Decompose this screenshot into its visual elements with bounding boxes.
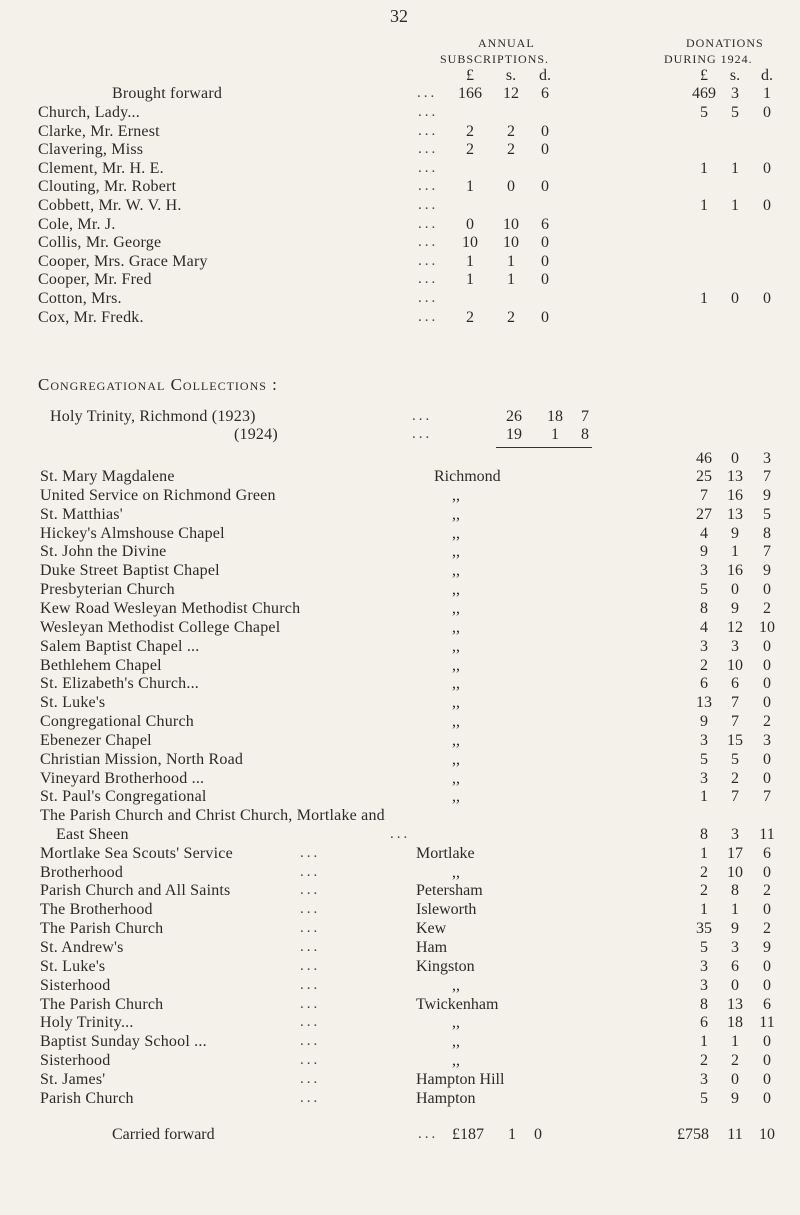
subscriber-name: Clavering, Miss (38, 141, 144, 159)
leader-dots: ... (300, 995, 321, 1012)
subscriber-b-pounds: 1 (700, 197, 708, 214)
collection-place: ,, (452, 769, 460, 787)
leader-dots: ... (417, 85, 438, 101)
collection-place: Twickenham (416, 995, 499, 1013)
collection-amount-shillings: 18 (727, 1014, 743, 1032)
header-donations: DONATIONS (686, 36, 764, 50)
parish-mortlake-line2: East Sheen (56, 825, 129, 843)
parish-mortlake-line1: The Parish Church and Christ Church, Mortlake and (40, 807, 385, 825)
cf-a-pounds: £187 (452, 1126, 484, 1143)
collection-amount-shillings: 2 (731, 769, 739, 787)
units-b-shillings: s. (729, 67, 741, 84)
subscriber-a-pence: 6 (541, 215, 549, 233)
collection-name: Sisterhood (40, 1052, 111, 1070)
units-b-pence: d. (761, 67, 773, 84)
subscriber-a-shillings: 10 (503, 215, 519, 233)
collection-place: ,, (452, 543, 460, 561)
brought-forward-label: Brought forward (112, 85, 223, 102)
collection-amount-shillings: 6 (731, 957, 739, 975)
leader-dots: ... (418, 104, 439, 120)
collection-amount-pounds: 27 (696, 505, 712, 523)
subscriber-b-pence: 0 (763, 290, 771, 307)
collection-place: ,, (452, 713, 460, 731)
collection-amount-pence: 9 (763, 938, 771, 956)
subscriber-a-shillings: 10 (503, 234, 519, 252)
collection-amount-shillings: 10 (727, 863, 743, 881)
collection-name: St. Luke's (40, 957, 106, 975)
collection-amount-pounds: 1 (700, 788, 708, 806)
leader-dots: ... (300, 1070, 321, 1087)
collection-place: ,, (452, 656, 460, 674)
cf-a-pence: 0 (534, 1126, 542, 1143)
subscriber-name: Clarke, Mr. Ernest (38, 122, 160, 140)
collection-place: ,, (452, 976, 460, 994)
collection-place: ,, (452, 1052, 460, 1070)
collection-name: United Service on Richmond Green (40, 486, 276, 504)
bf-b-pounds: 469 (692, 85, 716, 102)
collection-amount-shillings: 9 (731, 920, 739, 938)
collection-amount-pounds: 3 (700, 957, 708, 975)
subscriber-b-shillings: 1 (731, 197, 739, 214)
collection-amount-shillings: 9 (731, 524, 739, 542)
collection-amount-shillings: 2 (731, 1052, 739, 1070)
collection-name: Presbyterian Church (40, 581, 175, 599)
leader-dots: ... (300, 1089, 321, 1106)
subscriber-a-shillings: 0 (507, 178, 515, 196)
leader-dots: ... (418, 122, 439, 139)
subscriber-name: Cooper, Mrs. Grace Mary (38, 252, 208, 270)
collection-amount-shillings: 3 (731, 938, 739, 956)
leader-dots: ... (300, 844, 321, 861)
subscriber-a-pounds: 1 (466, 178, 474, 196)
subscriber-name: Cooper, Mr. Fred (38, 271, 152, 289)
header-annual: ANNUAL (478, 36, 535, 50)
ht-total-shillings: 0 (731, 450, 739, 467)
collection-amount-shillings: 0 (731, 976, 739, 994)
collection-amount-pence: 7 (763, 788, 771, 806)
subscriber-b-shillings: 0 (731, 290, 739, 307)
collection-amount-pence: 0 (763, 1089, 771, 1107)
leader-dots: ... (300, 938, 321, 955)
bf-a-shillings: 12 (503, 85, 519, 102)
collection-place: Petersham (416, 882, 483, 900)
collection-amount-shillings: 3 (731, 637, 739, 655)
parish-mortlake-amount-pounds: 8 (700, 825, 708, 843)
collection-name: Holy Trinity... (40, 1014, 134, 1032)
collection-amount-shillings: 13 (727, 468, 743, 485)
leader-dots: ... (418, 271, 439, 288)
collection-place: ,, (452, 1014, 460, 1032)
subscriber-a-shillings: 1 (507, 252, 515, 270)
subscriber-b-pence: 0 (763, 197, 771, 214)
collection-name: St. Paul's Congregational (40, 788, 207, 806)
collection-amount-shillings: 1 (731, 1033, 739, 1051)
collection-amount-pence: 0 (763, 1070, 771, 1088)
collection-name: Christian Mission, North Road (40, 750, 244, 768)
ht-1923-shillings: 18 (547, 408, 563, 425)
collection-place: ,, (452, 618, 460, 636)
collection-place: ,, (452, 581, 460, 599)
collection-amount-pence: 0 (763, 637, 771, 655)
collection-place: ,, (452, 562, 460, 580)
subscriber-a-pounds: 0 (466, 215, 474, 233)
leader-dots: ... (418, 141, 439, 158)
cf-b-shillings: 11 (727, 1126, 743, 1143)
collection-place: ,, (452, 486, 460, 504)
leader-dots: ... (300, 1014, 321, 1031)
collection-amount-pounds: 5 (700, 938, 708, 956)
collection-place: Hampton (416, 1089, 476, 1107)
subscriber-b-shillings: 1 (731, 159, 739, 177)
collection-amount-pence: 6 (763, 995, 771, 1013)
collection-amount-pence: 8 (763, 524, 771, 542)
units-a-pence: d. (539, 67, 551, 84)
subscriber-name: Collis, Mr. George (38, 234, 162, 252)
collection-amount-pounds: 3 (700, 769, 708, 787)
collection-amount-pounds: 25 (696, 468, 712, 485)
subscriber-a-shillings: 1 (507, 271, 515, 289)
subscriber-name: Clement, Mr. H. E. (38, 159, 164, 177)
leader-dots: ... (300, 882, 321, 899)
collection-place: ,, (452, 637, 460, 655)
leader-dots: ... (418, 178, 439, 195)
collection-amount-pence: 2 (763, 713, 771, 731)
collection-name: Brotherhood (40, 863, 124, 881)
leader-dots: ... (412, 408, 433, 424)
collection-amount-shillings: 13 (727, 995, 743, 1013)
collection-amount-shillings: 1 (731, 901, 739, 919)
collection-amount-pence: 11 (759, 1014, 775, 1032)
collection-amount-pounds: 5 (700, 581, 708, 599)
subscriber-a-pounds: 2 (466, 308, 474, 326)
collection-place: ,, (452, 1033, 460, 1051)
leader-dots: ... (300, 1052, 321, 1069)
collection-amount-pence: 0 (763, 656, 771, 674)
collection-amount-shillings: 7 (731, 694, 739, 712)
units-a-pounds: £ (466, 67, 474, 84)
collection-amount-pounds: 9 (700, 713, 708, 731)
collection-amount-pounds: 5 (700, 750, 708, 768)
leader-dots: ... (300, 863, 321, 880)
collection-amount-shillings: 17 (727, 844, 743, 862)
collection-name: Baptist Sunday School ... (40, 1033, 207, 1051)
units-b-pounds: £ (700, 67, 708, 84)
collection-amount-pence: 9 (763, 486, 771, 504)
collection-amount-pounds: 7 (700, 486, 708, 504)
subscriber-a-pounds: 2 (466, 141, 474, 159)
collection-amount-shillings: 15 (727, 731, 743, 749)
leader-dots: ... (300, 920, 321, 937)
collection-name: Salem Baptist Chapel ... (40, 637, 200, 655)
subscriber-name: Cotton, Mrs. (38, 290, 122, 307)
subscriber-a-pounds: 1 (466, 252, 474, 270)
collection-place: Richmond (434, 468, 501, 485)
collection-name: Hickey's Almshouse Chapel (40, 524, 225, 542)
collection-amount-pence: 10 (759, 618, 775, 636)
subscriber-b-pounds: 1 (700, 159, 708, 177)
collection-amount-pence: 0 (763, 769, 771, 787)
collection-amount-pence: 0 (763, 750, 771, 768)
leader-dots: ... (300, 1033, 321, 1050)
collection-amount-pounds: 2 (700, 882, 708, 900)
collection-amount-pence: 2 (763, 599, 771, 617)
collection-name: The Brotherhood (40, 901, 153, 919)
collection-amount-shillings: 6 (731, 675, 739, 693)
collection-name: The Parish Church (40, 920, 164, 938)
collection-place: ,, (452, 599, 460, 617)
collection-place: ,, (452, 750, 460, 768)
collection-place: ,, (452, 731, 460, 749)
leader-dots: ... (418, 215, 439, 232)
collection-amount-pence: 0 (763, 957, 771, 975)
cf-b-pounds: £758 (677, 1126, 709, 1143)
collection-place: Hampton Hill (416, 1070, 505, 1088)
collection-amount-shillings: 16 (727, 562, 743, 580)
collection-amount-pence: 9 (763, 562, 771, 580)
subscriber-a-pence: 0 (541, 178, 549, 196)
cf-b-pence: 10 (759, 1126, 775, 1143)
collection-amount-pounds: 1 (700, 844, 708, 862)
collection-amount-pence: 3 (763, 731, 771, 749)
collection-amount-pence: 5 (763, 505, 771, 523)
collection-place: Kew (416, 920, 447, 938)
subscriber-b-pence: 0 (763, 104, 771, 121)
collection-place: ,, (452, 788, 460, 806)
collection-name: St. Elizabeth's Church... (40, 675, 199, 693)
subscriber-b-pence: 0 (763, 159, 771, 177)
collection-amount-pounds: 3 (700, 562, 708, 580)
collection-amount-shillings: 7 (731, 788, 739, 806)
collection-amount-pounds: 3 (700, 637, 708, 655)
collection-name: Bethlehem Chapel (40, 656, 162, 674)
collection-amount-pounds: 8 (700, 995, 708, 1013)
parish-mortlake-amount-pence: 11 (759, 825, 775, 843)
collection-amount-shillings: 0 (731, 1070, 739, 1088)
collection-amount-pence: 0 (763, 976, 771, 994)
collection-amount-pounds: 13 (696, 694, 712, 712)
collection-amount-shillings: 12 (727, 618, 743, 636)
subscriber-name: Cobbett, Mr. W. V. H. (38, 197, 182, 214)
collection-place: ,, (452, 863, 460, 881)
subscriber-a-pence: 0 (541, 271, 549, 289)
collection-name: Vineyard Brotherhood ... (40, 769, 205, 787)
subscriber-name: Church, Lady... (38, 104, 140, 121)
collection-name: The Parish Church (40, 995, 164, 1013)
leader-dots: ... (390, 825, 411, 842)
subscriber-a-pence: 0 (541, 252, 549, 270)
collection-amount-shillings: 7 (731, 713, 739, 731)
collection-amount-pence: 7 (763, 468, 771, 485)
collection-amount-shillings: 1 (731, 543, 739, 561)
collection-place: Isleworth (416, 901, 477, 919)
collection-place: ,, (452, 524, 460, 542)
ht-1924-pounds: 19 (506, 426, 522, 443)
collection-amount-pounds: 3 (700, 1070, 708, 1088)
collection-amount-pounds: 1 (700, 901, 708, 919)
collection-name: Sisterhood (40, 976, 111, 994)
page-number: 32 (390, 6, 408, 26)
collection-name: St. John the Divine (40, 543, 167, 561)
bf-a-pence: 6 (541, 85, 549, 102)
collection-amount-pence: 0 (763, 863, 771, 881)
subscriber-b-shillings: 5 (731, 104, 739, 121)
header-during: DURING 1924. (664, 52, 753, 66)
ht-total-pounds: 46 (696, 450, 712, 467)
subtotal-rule (496, 447, 592, 448)
subscriber-name: Cox, Mr. Fredk. (38, 308, 144, 326)
leader-dots: ... (418, 234, 439, 251)
subscriber-name: Cole, Mr. J. (38, 215, 116, 233)
collection-name: St. James' (40, 1070, 106, 1088)
collection-amount-shillings: 9 (731, 1089, 739, 1107)
collection-name: St. Andrew's (40, 938, 124, 956)
subscriber-a-pence: 0 (541, 308, 549, 326)
leader-dots: ... (300, 901, 321, 918)
collection-name: St. Matthias' (40, 505, 123, 523)
collection-place: Kingston (416, 957, 475, 975)
leader-dots: ... (418, 197, 439, 213)
leader-dots: ... (418, 1126, 439, 1142)
collection-name: St. Mary Magdalene (40, 468, 175, 485)
collection-amount-pounds: 5 (700, 1089, 708, 1107)
holy-trinity-sub: (1924) (234, 426, 278, 443)
collection-place: Ham (416, 938, 448, 956)
subscriber-a-shillings: 2 (507, 122, 515, 140)
subscriber-a-pounds: 1 (466, 271, 474, 289)
parish-mortlake-amount-shillings: 3 (731, 825, 739, 843)
collection-amount-pence: 2 (763, 882, 771, 900)
collection-amount-pence: 0 (763, 694, 771, 712)
collection-place: ,, (452, 675, 460, 693)
units-a-shillings: s. (505, 67, 517, 84)
subscriber-b-pounds: 5 (700, 104, 708, 121)
subscriber-a-pounds: 10 (462, 234, 478, 252)
collection-amount-shillings: 13 (727, 505, 743, 523)
ht-1924-pence: 8 (581, 426, 589, 443)
collection-amount-pounds: 2 (700, 1052, 708, 1070)
collection-amount-pence: 0 (763, 675, 771, 693)
leader-dots: ... (300, 976, 321, 993)
collection-amount-pounds: 3 (700, 976, 708, 994)
collection-place: ,, (452, 694, 460, 712)
leader-dots: ... (300, 957, 321, 974)
collection-amount-shillings: 5 (731, 750, 739, 768)
collection-name: Duke Street Baptist Chapel (40, 562, 220, 580)
collection-amount-pounds: 4 (700, 524, 708, 542)
bf-b-pence: 1 (763, 85, 771, 102)
collection-amount-pounds: 8 (700, 599, 708, 617)
collection-amount-pence: 0 (763, 581, 771, 599)
ht-1923-pounds: 26 (506, 408, 522, 425)
holy-trinity-name: Holy Trinity, Richmond (1923) (50, 408, 256, 425)
leader-dots: ... (418, 252, 439, 269)
carried-forward-label: Carried forward (112, 1126, 215, 1143)
collection-name: Congregational Church (40, 713, 194, 731)
subscriber-a-pence: 0 (541, 141, 549, 159)
collection-amount-shillings: 9 (731, 599, 739, 617)
bf-a-pounds: 166 (458, 85, 482, 102)
leader-dots: ... (412, 426, 433, 442)
leader-dots: ... (418, 290, 439, 306)
leader-dots: ... (418, 308, 439, 325)
collection-amount-pence: 0 (763, 901, 771, 919)
collection-amount-shillings: 16 (727, 486, 743, 504)
collection-name: St. Luke's (40, 694, 106, 712)
leader-dots: ... (418, 159, 439, 176)
collection-amount-pounds: 6 (700, 675, 708, 693)
subscriber-a-pounds: 2 (466, 122, 474, 140)
collection-name: Wesleyan Methodist College Chapel (40, 618, 281, 636)
collection-amount-pounds: 35 (696, 920, 712, 938)
collection-place: Mortlake (416, 844, 475, 862)
collection-amount-pence: 7 (763, 543, 771, 561)
collection-amount-pence: 2 (763, 920, 771, 938)
collection-name: Mortlake Sea Scouts' Service (40, 844, 233, 862)
bf-b-shillings: 3 (731, 85, 739, 102)
collection-amount-pounds: 4 (700, 618, 708, 636)
collection-name: Kew Road Wesleyan Methodist Church (40, 599, 301, 617)
subscriber-a-pence: 0 (541, 122, 549, 140)
collection-amount-pounds: 6 (700, 1014, 708, 1032)
collection-amount-shillings: 10 (727, 656, 743, 674)
collection-amount-pence: 0 (763, 1052, 771, 1070)
collection-name: Parish Church and All Saints (40, 882, 231, 900)
cf-a-shillings: 1 (508, 1126, 516, 1143)
collection-name: Ebenezer Chapel (40, 731, 152, 749)
section-title: Congregational Collections : (38, 375, 278, 394)
subscriber-a-shillings: 2 (507, 141, 515, 159)
ht-total-pence: 3 (763, 450, 771, 467)
ht-1923-pence: 7 (581, 408, 589, 425)
collection-amount-pounds: 1 (700, 1033, 708, 1051)
collection-amount-pounds: 3 (700, 731, 708, 749)
header-subscriptions: SUBSCRIPTIONS. (440, 52, 550, 66)
collection-amount-shillings: 0 (731, 581, 739, 599)
subscriber-a-shillings: 2 (507, 308, 515, 326)
collection-amount-shillings: 8 (731, 882, 739, 900)
collection-amount-pounds: 2 (700, 656, 708, 674)
subscriber-b-pounds: 1 (700, 290, 708, 307)
collection-amount-pounds: 2 (700, 863, 708, 881)
collection-amount-pence: 6 (763, 844, 771, 862)
ht-1924-shillings: 1 (551, 426, 559, 443)
subscriber-name: Clouting, Mr. Robert (38, 178, 177, 196)
collection-amount-pounds: 9 (700, 543, 708, 561)
subscriber-a-pence: 0 (541, 234, 549, 252)
collection-name: Parish Church (40, 1089, 134, 1107)
collection-place: ,, (452, 505, 460, 523)
collection-amount-pence: 0 (763, 1033, 771, 1051)
